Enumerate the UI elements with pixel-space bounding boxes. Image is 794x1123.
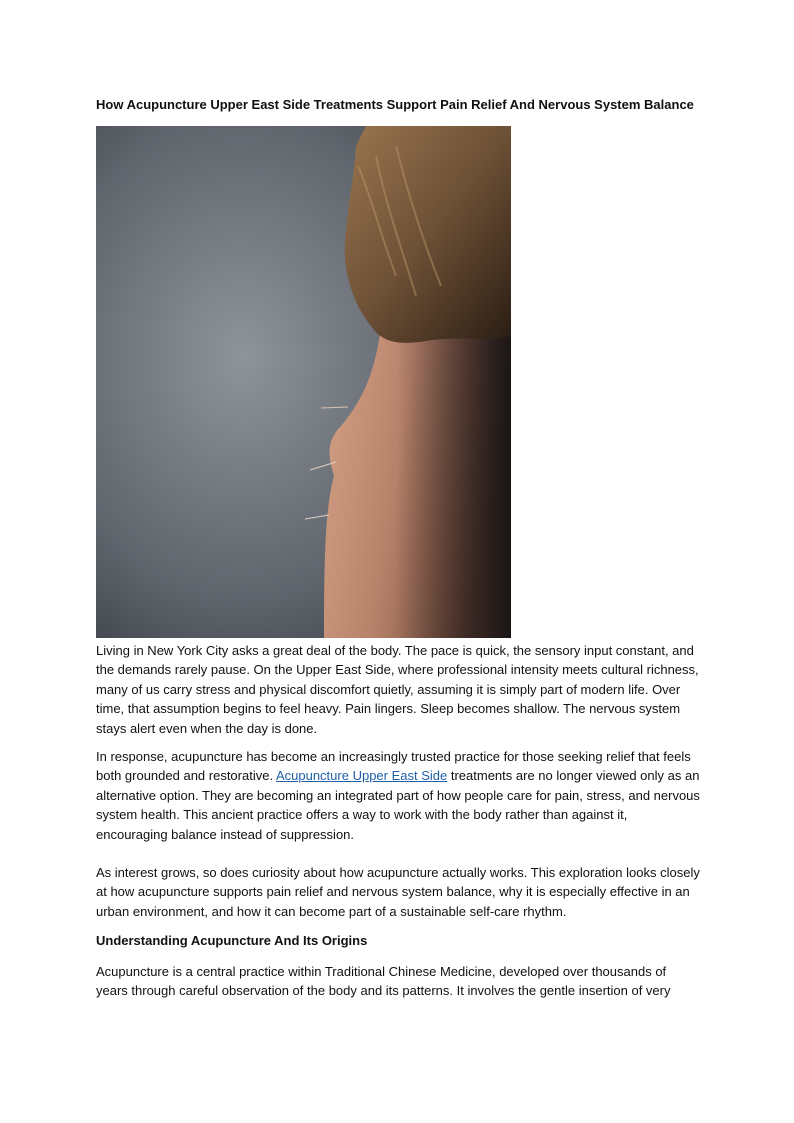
response-text-start: In response, acupuncture has become an increasingly trusted practice for those seeking relief that feels both grounded and restorative. [96, 749, 691, 784]
acupuncture-upper-east-side-link[interactable]: Acupuncture Upper East Side [275, 768, 448, 784]
response-text-end: treatments are no longer viewed only as an alternative option. They are becoming an integrated part of how people care for pain, stress, and nervous system health. This ancient practice offers a way to work with the body rather than against it, encouraging balance instead of suppression. [96, 768, 700, 842]
interest-paragraph: As interest grows, so does curiosity about how acupuncture actually works. This exploration looks closely at how acupuncture supports pain relief and nervous system balance, why it is especially effective in an urban environment, and how it can become part of a sustainable self-care rhythm. [96, 865, 700, 919]
document-title: How Acupuncture Upper East Side Treatments Support Pain Relief And Nervous System Balance [96, 97, 694, 112]
section-heading: Understanding Acupuncture And Its Origins [96, 933, 368, 948]
response-paragraph [96, 747, 701, 844]
acupuncture-photo [96, 126, 511, 638]
origins-paragraph: Acupuncture is a central practice within Traditional Chinese Medicine, developed over thousands of years through careful observation of the body and its patterns. It involves the gentle insertion of very [96, 964, 671, 999]
intro-paragraph: Living in New York City asks a great deal of the body. The pace is quick, the sensory input constant, and the demands rarely pause. On the Upper East Side, where professional intensity meets cultural richness, many of us carry stress and physical discomfort quietly, assuming it is simply part of modern life. Over time, that assumption begins to feel heavy. Pain lingers. Sleep becomes shallow. The nervous system stays alert even when the day is done. [96, 643, 699, 736]
